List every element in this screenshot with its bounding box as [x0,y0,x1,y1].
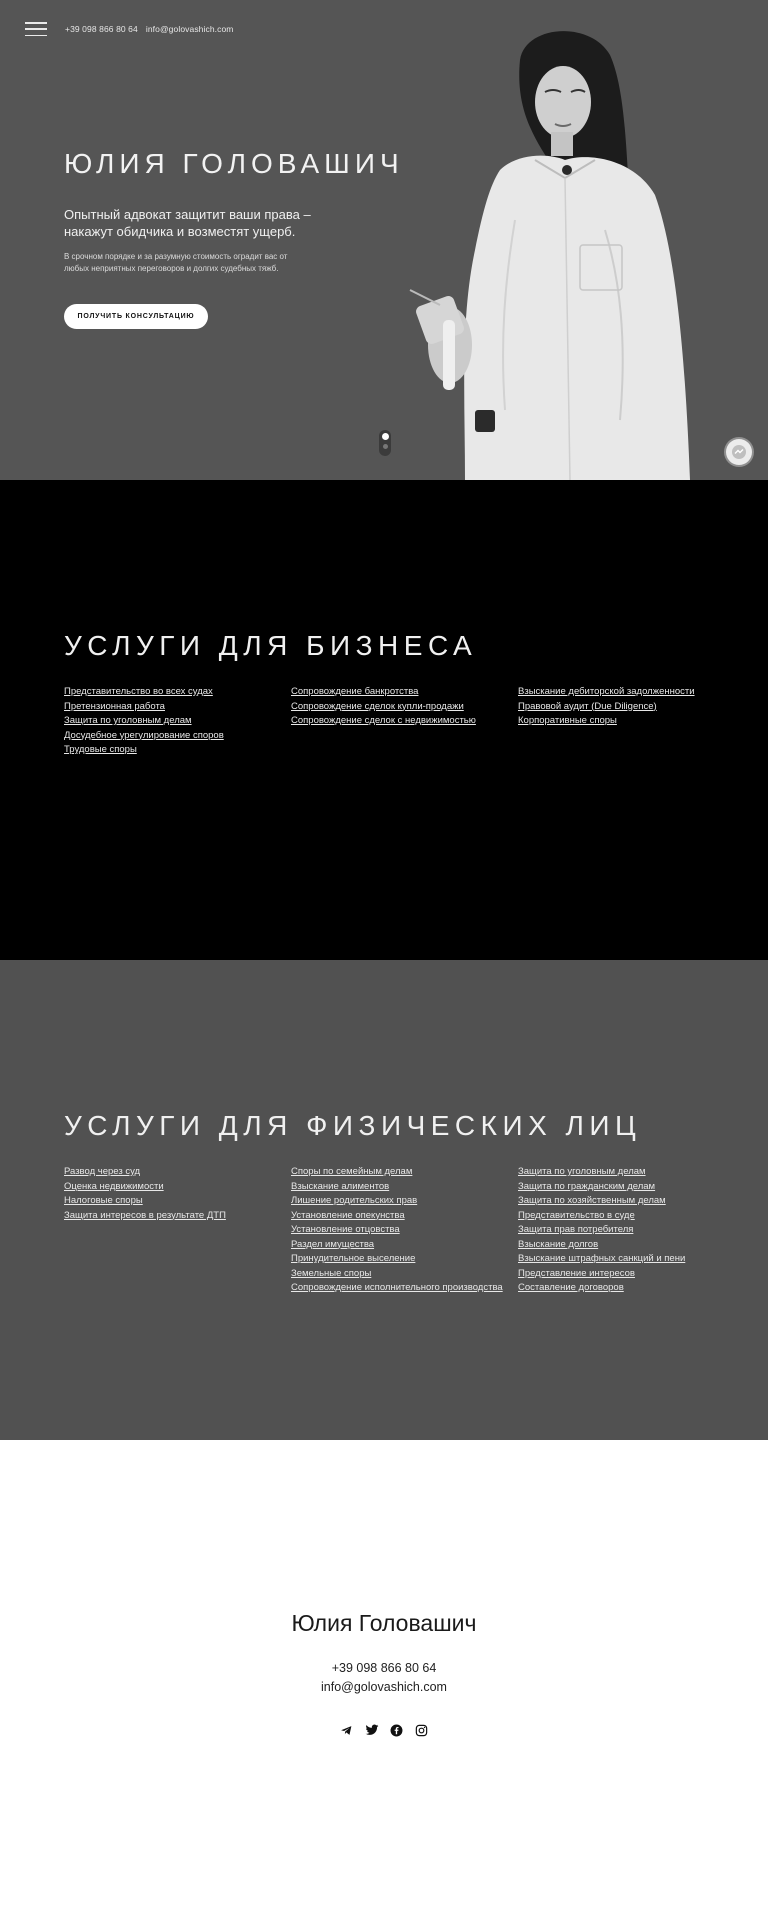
slider-dots[interactable] [379,430,391,456]
footer-section [0,1440,768,1920]
personal-col-2 [291,1165,518,1296]
service-link[interactable]: Сопровождение исполнительного производства [291,1282,503,1293]
service-link[interactable]: Корпоративные споры [518,715,617,726]
footer-email[interactable]: info@golovashich.com [321,1680,447,1694]
service-link[interactable]: Принудительное выселение [291,1253,416,1264]
service-link[interactable]: Защита по гражданским делам [518,1180,656,1192]
service-link[interactable]: Установление отцовства [291,1224,400,1235]
service-link[interactable]: Правовой аудит (Due Diligence) [518,700,657,712]
business-col-3 [518,685,718,758]
personal-col-1 [64,1165,291,1296]
service-link[interactable]: Претензионная работа [64,700,165,712]
slide-dot-active[interactable] [382,433,389,440]
header-contacts [65,24,234,34]
business-col-2 [291,685,518,758]
service-link[interactable]: Досудебное урегулирование споров [64,729,224,741]
service-link[interactable]: Защита по хозяйственным делам [518,1195,666,1206]
service-link[interactable]: Защита по уголовным делам [518,1166,646,1177]
consultation-button[interactable]: ПОЛУЧИТЬ КОНСУЛЬТАЦИЮ [64,304,208,329]
business-col-1 [64,685,291,758]
service-link[interactable]: Защита интересов в результате ДТП [64,1209,226,1221]
instagram-icon[interactable] [415,1723,429,1737]
service-link[interactable]: Сопровождение сделок с недвижимостью [291,715,476,726]
hero-title: ЮЛИЯ ГОЛОВАШИЧ [64,148,404,179]
footer-phone[interactable]: +39 098 866 80 64 [331,1661,437,1675]
service-link[interactable]: Трудовые споры [64,744,137,755]
personal-services-title: УСЛУГИ ДЛЯ ФИЗИЧЕСКИХ ЛИЦ [64,1110,642,1141]
service-link[interactable]: Налоговые споры [64,1195,143,1206]
messenger-button[interactable] [726,439,752,465]
twitter-icon[interactable] [365,1723,379,1737]
service-link[interactable]: Защита прав потребителя [518,1224,634,1235]
personal-services-section [0,960,768,1440]
header-email[interactable]: info@golovashich.com [145,24,234,34]
service-link[interactable]: Защита по уголовным делам [64,715,192,726]
messenger-icon [731,444,747,460]
service-link[interactable]: Споры по семейным делам [291,1166,413,1177]
top-bar [25,22,234,36]
service-link[interactable]: Представительство в суде [518,1209,635,1221]
hero-lead: Опытный адвокат защитит ваши права – накажут обидчика и возместят ущерб. [64,207,311,239]
header-phone[interactable]: +39 098 866 80 64 [65,24,138,34]
service-link[interactable]: Взыскание долгов [518,1238,599,1250]
business-services-title: УСЛУГИ ДЛЯ БИЗНЕСА [64,630,478,661]
service-link[interactable]: Взыскание штрафных санкций и пени [518,1253,686,1264]
personal-services-list [64,1165,718,1296]
service-link[interactable]: Земельные споры [291,1267,372,1279]
business-services-list [64,685,718,758]
service-link[interactable]: Взыскание алиментов [291,1180,390,1192]
hero-subtext: В срочном порядке и за разумную стоимость оградит вас от любых неприятных переговоров и долгих судебных тяжб. [64,252,288,273]
menu-icon[interactable] [25,22,47,36]
service-link[interactable]: Представительство во всех судах [64,686,213,697]
social-links [0,1723,768,1737]
footer-name: Юлия Головашич [291,1610,477,1636]
service-link[interactable]: Оценка недвижимости [64,1180,164,1192]
service-link[interactable]: Сопровождение сделок купли-продажи [291,700,464,712]
service-link[interactable]: Лишение родительских прав [291,1195,418,1206]
lawyer-portrait [405,20,695,480]
service-link[interactable]: Установление опекунства [291,1209,405,1221]
telegram-icon[interactable] [340,1723,354,1737]
service-link[interactable]: Взыскание дебиторской задолженности [518,686,695,697]
service-link[interactable]: Сопровождение банкротства [291,686,419,697]
service-link[interactable]: Представление интересов [518,1267,635,1279]
hero-section [0,0,768,480]
slide-dot[interactable] [383,444,388,449]
personal-col-3 [518,1165,718,1296]
service-link[interactable]: Развод через суд [64,1166,141,1177]
facebook-icon[interactable] [390,1723,404,1737]
service-link[interactable]: Составление договоров [518,1282,624,1293]
business-services-section [0,480,768,960]
service-link[interactable]: Раздел имущества [291,1238,375,1250]
